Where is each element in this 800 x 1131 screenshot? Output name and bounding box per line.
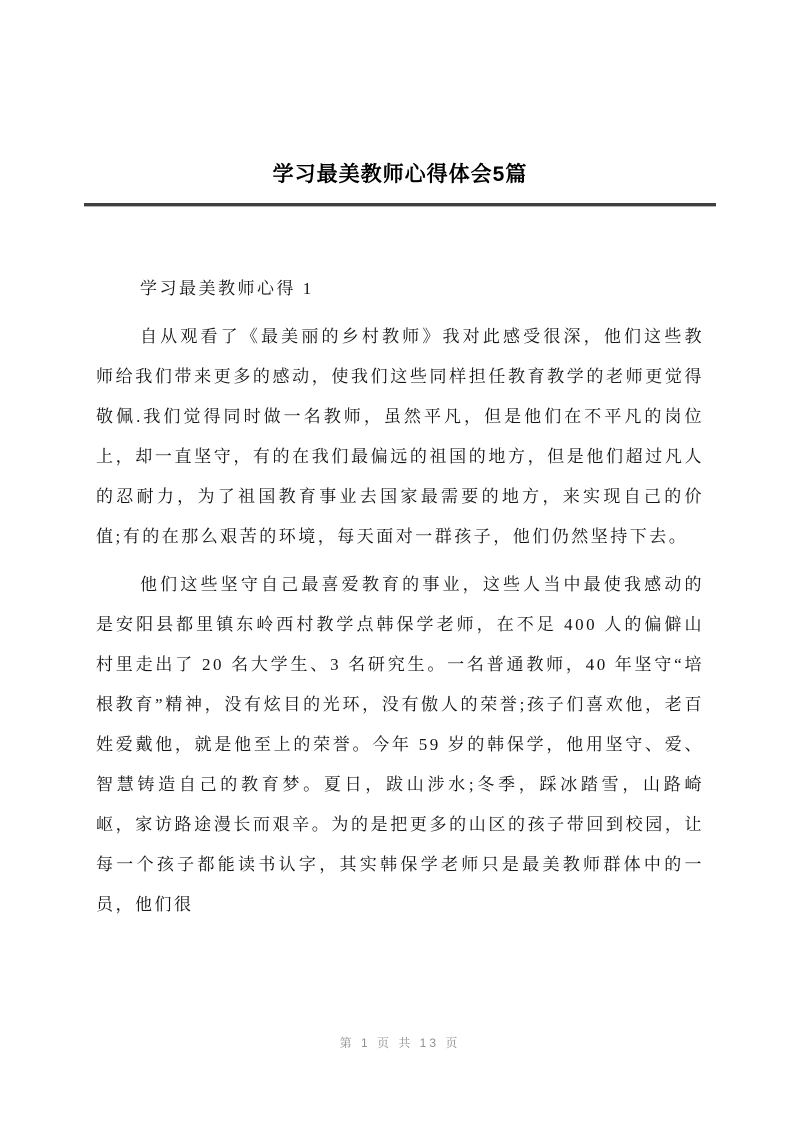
title-divider (84, 203, 716, 207)
page-footer: 第 1 页 共 13 页 (339, 1036, 461, 1050)
document-body (96, 269, 704, 925)
body-paragraph: 他们这些坚守自己最喜爱教育的事业，这些人当中最使我感动的是安阳县都里镇东岭西村教学点韩保学老师，在不足 400 人的偏僻山村里走出了 20 名大学生、3 名研究生。一名普通教师，40 年坚守“培根教育”精神，没有炫目的光环，没有傲人的荣誉;孩子们喜欢他，老百姓爱戴他，就是他至上的荣誉。今年 59 岁的韩保学，他用坚守、爱、智慧铸造自己的教育梦。夏日，跋山涉水;冬季，踩冰踏雪，山路崎岖，家访路途漫长而艰辛。为的是把更多的山区的孩子带回到校园，让每一个孩子都能读书认字，其实韩保学老师只是最美教师群体中的一员，他们很 (96, 575, 704, 914)
body-paragraph: 学习最美教师心得 1 (140, 279, 314, 298)
body-paragraph: 自从观看了《最美丽的乡村教师》我对此感受很深，他们这些教师给我们带来更多的感动，使我们这些同样担任教育教学的老师更觉得敬佩.我们觉得同时做一名教师，虽然平凡，但是他们在不平凡的岗位上，却一直坚守，有的在我们最偏远的祖国的地方，但是他们超过凡人的忍耐力，为了祖国教育事业去国家最需要的地方，来实现自己的价值;有的在那么艰苦的环境，每天面对一群孩子，他们仍然坚持下去。 (96, 327, 704, 546)
page-title: 学习最美教师心得体会5篇 (272, 163, 528, 186)
